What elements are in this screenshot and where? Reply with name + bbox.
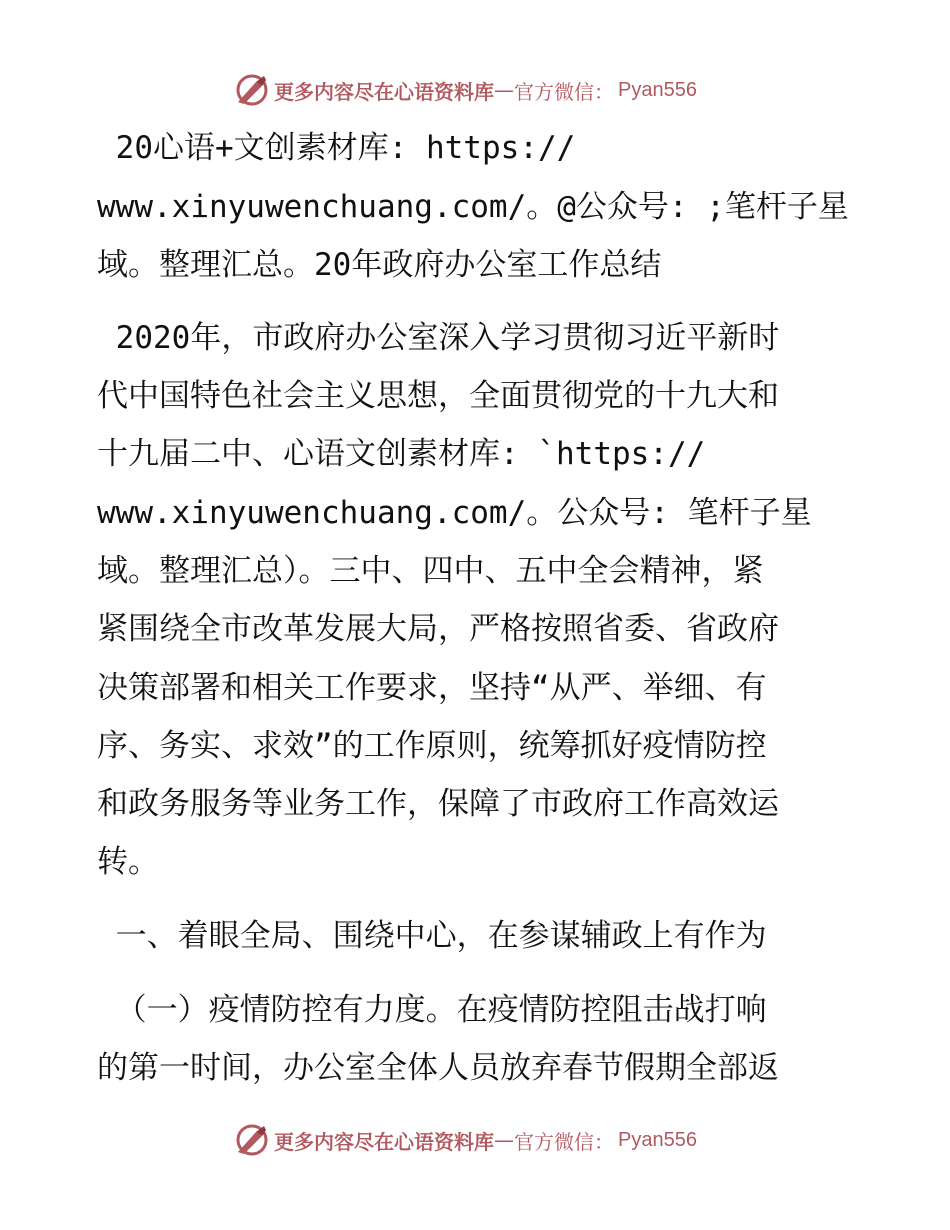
banner-main-text: 更多内容尽在心语资料库 [274, 79, 494, 104]
text-line: 2020年，市政府办公室深入学习贯彻习近平新时 [97, 320, 780, 356]
pen-logo-icon [234, 1122, 270, 1158]
text-line: 域。整理汇总）。三中、四中、五中全会精神，紧 [97, 553, 764, 589]
text-line: （一）疫情防控有力度。在疫情防控阻击战打响 [97, 992, 767, 1028]
banner-dash: — [494, 1128, 514, 1152]
text-line: 20心语+文创素材库: https:// [97, 130, 576, 166]
text-line: 域。整理汇总。20年政府办公室工作总结 [97, 247, 662, 283]
text-line: 紧围绕全市改革发展大局，严格按照省委、省政府 [97, 611, 779, 647]
pen-logo-icon [234, 72, 270, 108]
banner-dash: — [494, 78, 514, 102]
text-line: 十九届二中、心语文创素材库: `https:// [97, 436, 706, 472]
banner-sub-text: 官方微信 [514, 79, 594, 104]
section-heading: 一、着眼全局、围绕中心，在参谋辅政上有作为 [97, 918, 767, 954]
text-line: 决策部署和相关工作要求，坚持“从严、举细、有 [97, 670, 767, 706]
banner-sub-text: 官方微信 [514, 1129, 594, 1154]
banner-wechat-id: Pyan556 [618, 1128, 697, 1151]
footer-banner [234, 1122, 697, 1158]
text-line: 的第一时间，办公室全体人员放弃春节假期全部返 [97, 1050, 779, 1086]
text-line: 转。 [97, 844, 159, 880]
banner-main-text: 更多内容尽在心语资料库 [274, 1129, 494, 1154]
text-line: 序、务实、求效”的工作原则，统筹抓好疫情防控 [97, 728, 767, 764]
header-banner [234, 72, 697, 108]
banner-colon: ： [594, 1129, 614, 1154]
text-line: www.xinyuwenchuang.com/。公众号: 笔杆子星 [97, 495, 812, 531]
banner-wechat-id: Pyan556 [618, 78, 697, 101]
banner-colon: ： [594, 79, 614, 104]
text-line: 和政务服务等业务工作，保障了市政府工作高效运 [97, 786, 779, 822]
text-line: www.xinyuwenchuang.com/。@公众号: ;笔杆子星 [97, 189, 849, 225]
text-line: 代中国特色社会主义思想，全面贯彻党的十九大和 [97, 378, 779, 414]
